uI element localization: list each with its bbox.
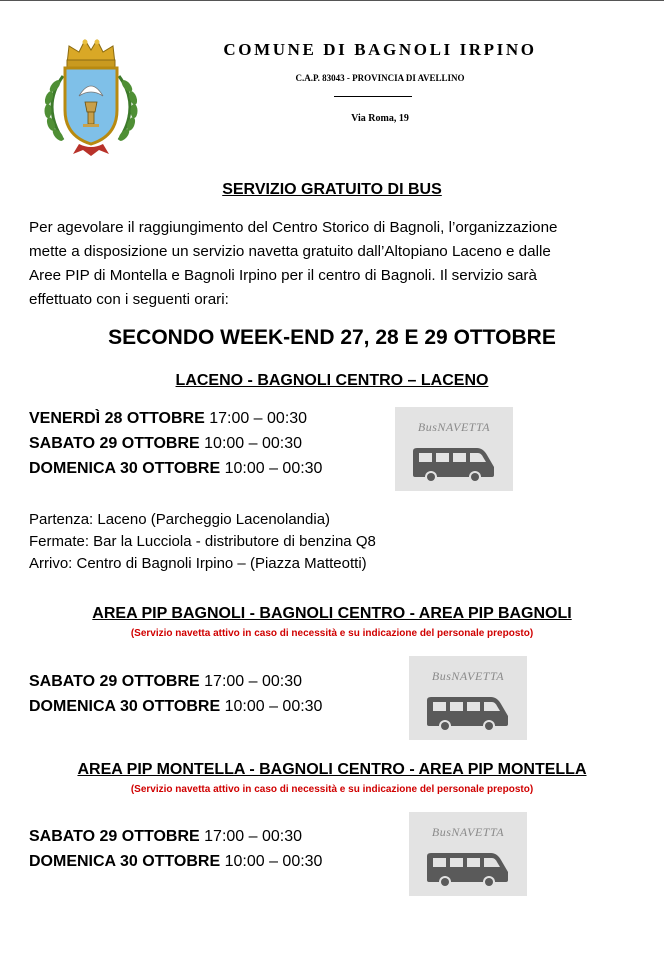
schedule-day: VENERDÌ 28 OTTOBRE (29, 410, 205, 427)
bus-navetta-label: BusNAVETTA (431, 825, 505, 839)
intro-line: effettuato con i seguenti orari: (29, 291, 229, 308)
schedule-time: 17:00 – 00:30 (199, 673, 303, 690)
schedule-time: 10:00 – 00:30 (220, 698, 323, 715)
route-title-laceno: LACENO - BAGNOLI CENTRO – LACENO (175, 372, 489, 389)
schedule-row (29, 456, 322, 481)
schedule-day: SABATO 29 OTTOBRE (29, 828, 200, 845)
bus-icon (425, 850, 511, 888)
schedule-row (29, 406, 322, 431)
header-divider (334, 96, 412, 97)
route-info-laceno (29, 509, 376, 575)
bus-icon (425, 694, 511, 732)
schedule-day: SABATO 29 OTTOBRE (29, 435, 200, 452)
stops-info: Fermate: Bar la Lucciola - distributore di benzina Q8 (29, 533, 376, 550)
intro-line: Aree PIP di Montella e Bagnoli Irpino per il centro di Bagnoli. Il servizio sarà (29, 267, 537, 284)
intro-line: Per agevolare il raggiungimento del Centro Storico di Bagnoli, l’organizzazione (29, 219, 558, 236)
intro-paragraph (29, 216, 633, 312)
intro-line: mette a disposizione un servizio navetta gratuito dall’Altopiano Laceno e dalle (29, 243, 551, 260)
arrival-info: Arrivo: Centro di Bagnoli Irpino – (Piazza Matteotti) (29, 555, 367, 572)
schedule-row (29, 431, 322, 456)
route-title-pip-bagnoli: AREA PIP BAGNOLI - BAGNOLI CENTRO - AREA PIP BAGNOLI (92, 605, 572, 622)
bus-navetta-label: BusNAVETTA (431, 669, 505, 683)
bus-navetta-logo (409, 812, 527, 896)
schedule-day: DOMENICA 30 OTTOBRE (29, 853, 221, 870)
schedule-time: 10:00 – 00:30 (220, 460, 323, 477)
schedule-day: DOMENICA 30 OTTOBRE (29, 698, 221, 715)
bus-icon (411, 445, 497, 483)
schedule-row (29, 669, 322, 694)
weekend-title: SECONDO WEEK-END 27, 28 E 29 OTTOBRE (108, 326, 556, 349)
bus-navetta-logo (395, 407, 513, 491)
schedule-time: 10:00 – 00:30 (220, 853, 323, 870)
postal-province-line: C.A.P. 83043 - PROVINCIA DI AVELLINO (295, 73, 465, 83)
municipality-address: Via Roma, 19 (351, 113, 409, 124)
schedule-row (29, 824, 322, 849)
schedule-day: SABATO 29 OTTOBRE (29, 673, 200, 690)
schedule-time: 10:00 – 00:30 (199, 435, 303, 452)
schedule-time: 17:00 – 00:30 (204, 410, 308, 427)
service-note: (Servizio navetta attivo in caso di necessità e su indicazione del personale preposto) (130, 784, 534, 795)
bus-navetta-logo (409, 656, 527, 740)
schedule-row (29, 849, 322, 874)
schedule-day: DOMENICA 30 OTTOBRE (29, 460, 221, 477)
bus-navetta-label: BusNAVETTA (417, 420, 491, 434)
service-note: (Servizio navetta attivo in caso di necessità e su indicazione del personale preposto) (130, 628, 534, 639)
municipality-title: COMUNE DI BAGNOLI IRPINO (223, 40, 537, 59)
service-title: SERVIZIO GRATUITO DI BUS (222, 181, 442, 198)
schedule-row (29, 694, 322, 719)
schedule-pip-bagnoli (29, 669, 322, 719)
schedule-laceno (29, 406, 322, 481)
departure-info: Partenza: Laceno (Parcheggio Lacenolandia) (29, 511, 331, 528)
coat-of-arms-icon (33, 36, 149, 156)
schedule-pip-montella (29, 824, 322, 874)
top-border (0, 0, 664, 1)
schedule-time: 17:00 – 00:30 (199, 828, 303, 845)
route-title-pip-montella: AREA PIP MONTELLA - BAGNOLI CENTRO - AREA PIP MONTELLA (77, 761, 587, 778)
